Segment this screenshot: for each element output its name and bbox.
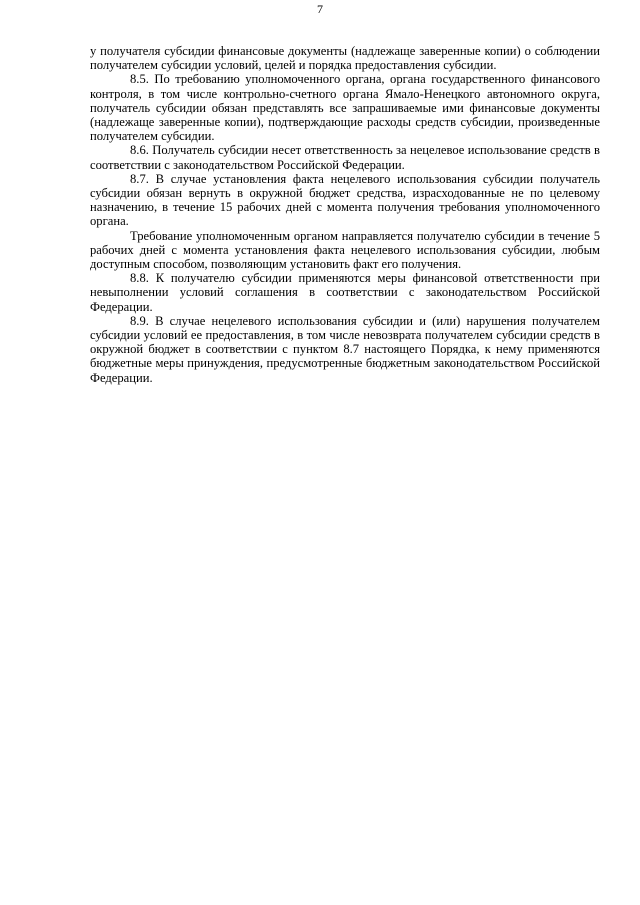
paragraph-8-8: 8.8. К получателю субсидии применяются меры финансовой ответственности при невыполнении условий соглашения в соответствии с законодательством Российской Федерации. (90, 271, 600, 314)
paragraph-8-7-requirement: Требование уполномоченным органом направляется получателю субсидии в течение 5 рабочих дней с момента установления факта нецелевого использования субсидии, любым доступным способом, позволяющим установить факт его получения. (90, 228, 600, 272)
paragraph-8-5: 8.5. По требованию уполномоченного органа, органа государственного финансового контроля, в том числе контрольно-счетного органа Ямало-Ненецкого автономного округа, получатель субсидии обязан представлять все запрашиваемые ими финансовые документы (надлежаще заверенные копии), подтверждающие расходы средств субсидии, произведенные получателем субсидии. (90, 72, 600, 144)
page-number: 7 (317, 2, 323, 16)
paragraph-continuation: у получателя субсидии финансовые документы (надлежаще заверенные копии) о соблюдении получателем субсидии условий, целей и порядка предоставления субсидии. (90, 44, 600, 73)
document-body (90, 44, 600, 385)
paragraph-8-6: 8.6. Получатель субсидии несет ответственность за нецелевое использование средств в соответствии с законодательством Российской Федерации. (90, 143, 600, 172)
paragraph-8-7: 8.7. В случае установления факта нецелевого использования субсидии получатель субсидии обязан вернуть в окружной бюджет средства, израсходованные не по целевому назначению, в течение 15 рабочих дней с момента получения требования уполномоченного органа. (90, 171, 600, 229)
paragraph-8-9: 8.9. В случае нецелевого использования субсидии и (или) нарушения получателем субсидии условий ее предоставления, в том числе невозврата получателем субсидии средств в окружной бюджет в соответствии с пунктом 8.7 настоящего Порядка, к нему применяются бюджетные меры принуждения, предусмотренные бюджетным законодательством Российской Федерации. (90, 313, 600, 385)
